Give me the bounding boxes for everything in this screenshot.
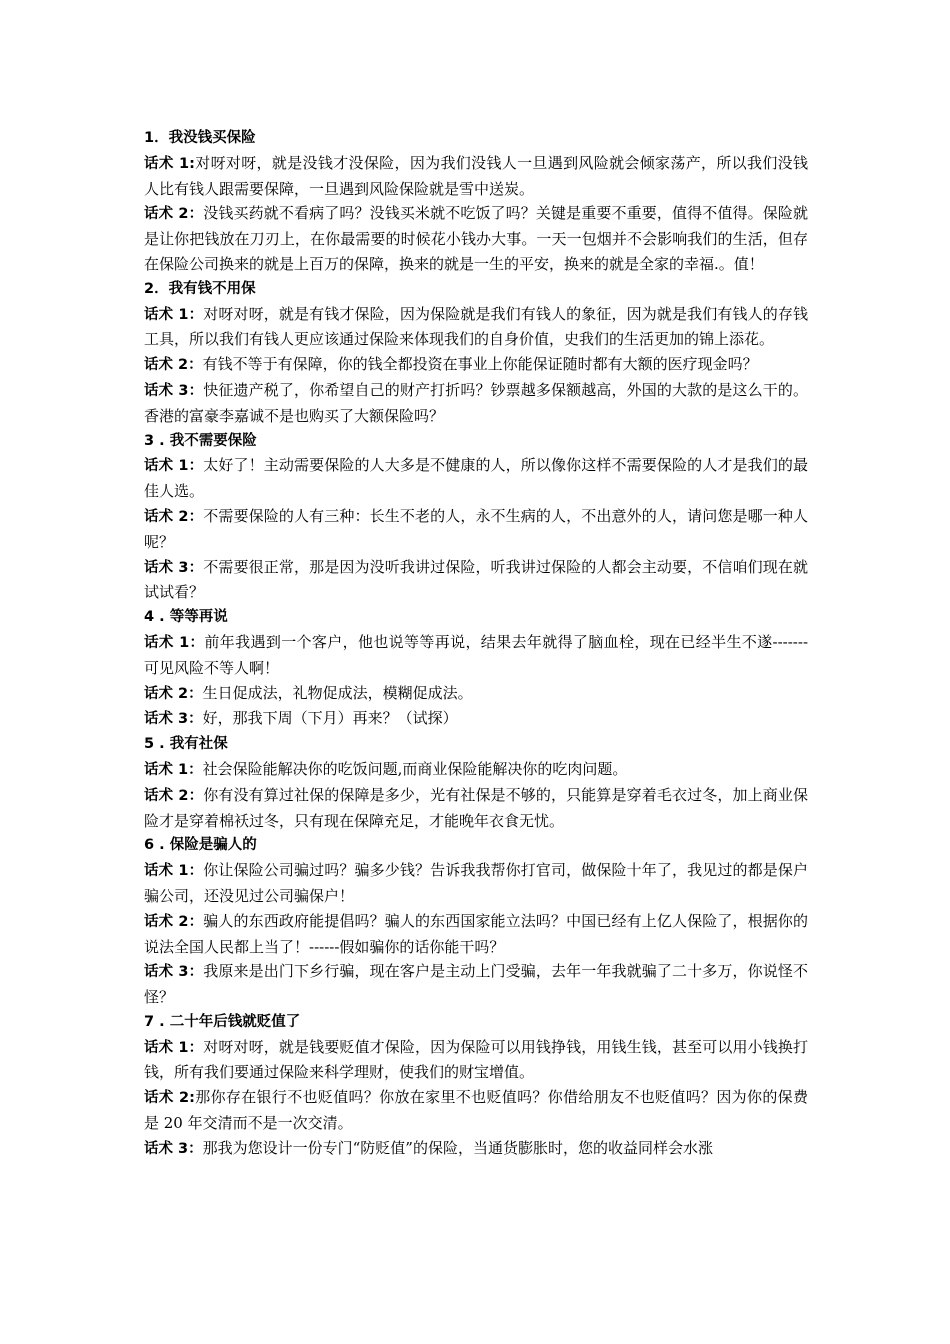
section-3 [144, 429, 808, 606]
section-7 [144, 1010, 808, 1162]
script-text: 快征遗产税了，你希望自己的财产打折吗？钞票越多保额越高，外国的大款的是这么干的。香港的富豪李嘉诚不是也购买了大额保险吗？ [144, 380, 808, 425]
script-label: 话术 1： [144, 863, 204, 880]
script-label: 话术 3： [144, 559, 204, 576]
script-label: 话术 3： [144, 711, 203, 728]
section-heading: 2．我有钱不用保 [144, 280, 256, 297]
section-heading: 1．我没钱买保险 [144, 130, 256, 146]
script-text: 不需要很正常，那是因为没听我讲过保险，听我讲过保险的人都会主动要，不信咱们现在就试试看？ [144, 557, 808, 602]
section-heading: 6 . 保险是骗人的 [144, 837, 257, 854]
section-5 [144, 732, 808, 833]
section-heading: 4 . 等等再说 [144, 609, 228, 626]
script-text: 我原来是出门下乡行骗，现在客户是主动上门受骗，去年一年我就骗了二十多万，你说怪不怪？ [144, 962, 808, 1007]
section-1 [144, 126, 808, 277]
script-text: 你有没有算过社保的保障是多少，光有社保是不够的，只能算是穿着毛衣过冬，加上商业保险才是穿着棉袄过冬，只有现在保障充足，才能晚年衣食无忧。 [144, 785, 808, 830]
script-item [144, 352, 808, 378]
section-heading: 3 . 我不需要保险 [144, 432, 257, 449]
script-text: 好，那我下周（下月）再来？（试探） [202, 709, 458, 728]
script-text: 社会保险能解决你的吃饭问题,而商业保险能解决你的吃肉问题。 [202, 759, 628, 778]
script-item [144, 302, 808, 353]
script-label: 话术 1： [144, 306, 204, 323]
script-item [144, 909, 808, 960]
script-label: 话术 3： [144, 1140, 203, 1157]
document-body [144, 126, 808, 1162]
script-text: 有钱不等于有保障，你的钱全都投资在事业上你能保证随时都有大额的医疗现金吗？ [202, 355, 758, 374]
script-label: 话术 2： [144, 787, 204, 804]
script-item [144, 757, 808, 783]
script-item [144, 378, 808, 429]
script-item [144, 783, 808, 834]
script-label: 话术 1: [144, 155, 195, 172]
script-item [144, 1085, 808, 1136]
section-heading: 7 . 二十年后钱就贬值了 [144, 1013, 301, 1030]
script-text: 前年我遇到一个客户，他也说等等再说，结果去年就得了脑血栓，现在已经半生不遂-------可见风险不等人啊！ [144, 632, 809, 677]
script-label: 话术 1： [144, 634, 205, 651]
script-label: 话术 2： [144, 357, 203, 374]
script-item [144, 504, 808, 555]
script-item [144, 151, 808, 202]
script-label: 话术 1： [144, 1039, 204, 1056]
script-item [144, 959, 808, 1010]
script-label: 话术 1： [144, 761, 203, 778]
script-label: 话术 2: [144, 1090, 195, 1107]
script-label: 话术 2： [144, 913, 204, 930]
script-text: 你让保险公司骗过吗？骗多少钱？告诉我我帮你打官司，做保险十年了，我见过的都是保户骗公司，还没见过公司骗保户！ [144, 861, 808, 905]
section-heading: 5 . 我有社保 [144, 736, 228, 753]
script-text: 对呀对呀，就是钱要贬值才保险，因为保险可以用钱挣钱，用钱生钱，甚至可以用小钱换打钱，所有我们要通过保险来科学理财，使我们的财宝增值。 [144, 1037, 808, 1082]
script-item [144, 201, 808, 276]
script-label: 话术 2： [144, 508, 204, 525]
script-item [144, 706, 808, 732]
script-label: 话术 3： [144, 382, 204, 399]
script-item [144, 1136, 808, 1162]
script-text: 骗人的东西政府能提倡吗？骗人的东西国家能立法吗？中国已经有上亿人保险了，根据你的说法全国人民都上当了！------假如骗你的话你能干吗？ [144, 911, 808, 956]
script-text: 太好了！主动需要保险的人大多是不健康的人，所以像你这样不需要保险的人才是我们的最佳人选。 [144, 456, 808, 501]
section-2 [144, 277, 808, 429]
script-text: 对呀对呀，就是没钱才没保险，因为我们没钱人一旦遇到风险就会倾家荡产，所以我们没钱人比有钱人跟需要保障，一旦遇到风险保险就是雪中送炭。 [144, 153, 808, 198]
script-item [144, 630, 808, 681]
script-text: 对呀对呀，就是有钱才保险，因为保险就是我们有钱人的象征，因为就是我们有钱人的存钱工具，所以我们有钱人更应该通过保险来体现我们的自身价值，史我们的生活更加的锦上添花。 [144, 304, 808, 349]
script-text: 不需要保险的人有三种：长生不老的人，永不生病的人，不出意外的人，请问您是哪一种人呢？ [144, 506, 808, 551]
script-text: 生日促成法，礼物促成法，模糊促成法。 [202, 683, 473, 702]
script-item [144, 858, 808, 909]
script-item [144, 1035, 808, 1086]
script-item [144, 555, 808, 606]
section-4 [144, 605, 808, 732]
script-label: 话术 3： [144, 964, 204, 981]
script-label: 话术 1： [144, 458, 204, 475]
script-item [144, 681, 808, 707]
script-label: 话术 2： [144, 206, 204, 223]
script-item [144, 453, 808, 504]
script-text: 那你存在银行不也贬值吗？你放在家里不也贬值吗？你借给朋友不也贬值吗？因为你的保费是 20 年交清而不是一次交清。 [144, 1088, 808, 1133]
script-text: 没钱买药就不看病了吗？没钱买米就不吃饭了吗？关键是重要不重要，值得不值得。保险就是让你把钱放在刀刃上，在你最需要的时候花小钱办大事。一天一包烟并不会影响我们的生活，但存在保险公司换来的就是上百万的保障，换来的就是一生的平安，换来的就是全家的幸福.。值！ [144, 204, 808, 273]
script-label: 话术 2： [144, 685, 203, 702]
script-text: 那我为您设计一份专门“防贬值”的保险，当通货膨胀时，您的收益同样会水涨 [202, 1138, 713, 1157]
section-6 [144, 833, 808, 1010]
